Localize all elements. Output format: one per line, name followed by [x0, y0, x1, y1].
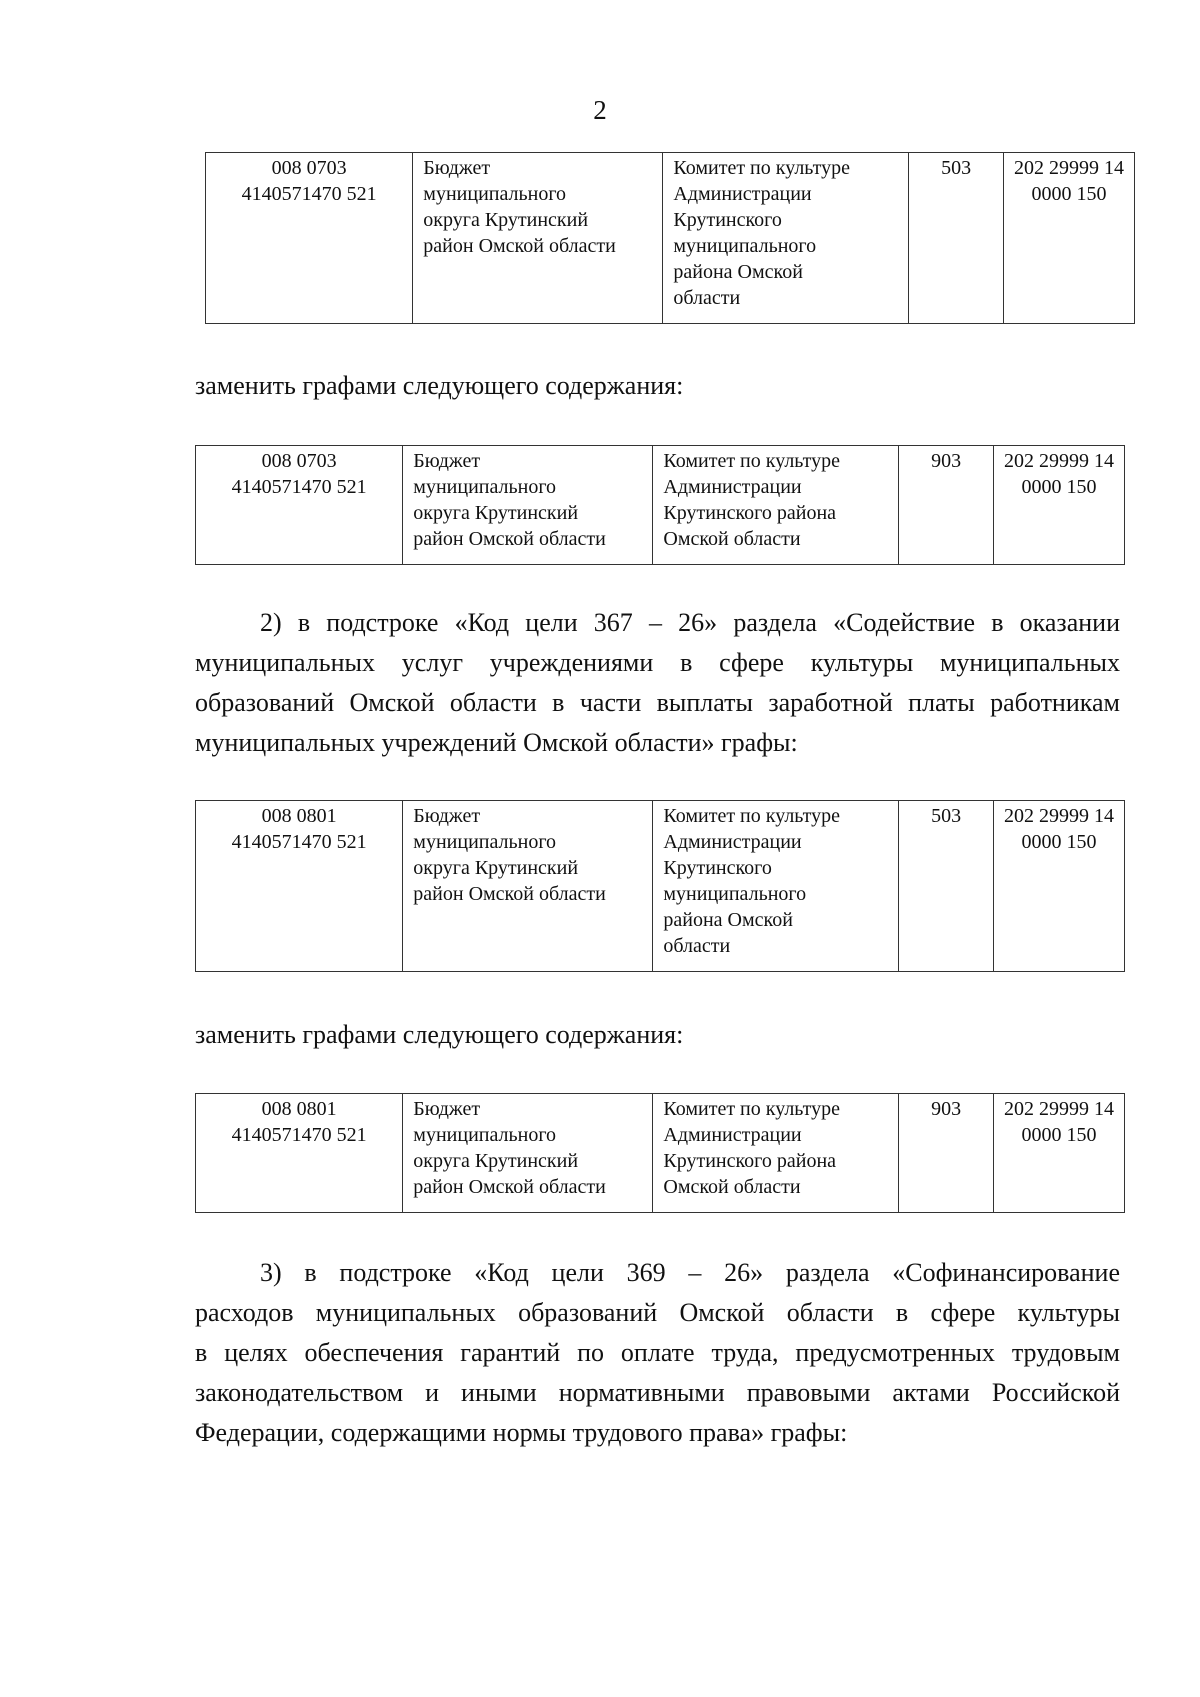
code-cell	[206, 153, 413, 324]
code-line: 008 0703	[271, 157, 347, 179]
paragraph-line: законодательством и иными нормативными правовыми актами Российской	[195, 1378, 1120, 1407]
table-row	[206, 153, 1135, 324]
budget-line: район Омской области	[413, 528, 606, 550]
replace-text-1: заменить графами следующего содержания:	[195, 371, 684, 400]
budget-line: округа Крутинский	[413, 857, 579, 879]
admin-line: Крутинского	[673, 209, 782, 231]
table-row	[196, 446, 1125, 565]
budget-line: Бюджет	[413, 805, 481, 827]
admin-line: области	[673, 287, 741, 309]
table-row	[196, 1094, 1125, 1213]
paragraph-line: расходов муниципальных образований Омской области в сфере культуры	[195, 1298, 1120, 1327]
admin-line: Омской области	[663, 1176, 801, 1198]
code-line: 4140571470 521	[231, 1124, 367, 1146]
budget-line: район Омской области	[413, 883, 606, 905]
admin-line: Комитет по культуре	[663, 450, 841, 472]
budget-cell	[403, 801, 653, 972]
num-cell: 903	[899, 446, 994, 565]
budget-table-2	[195, 445, 1125, 565]
paragraph-line: 3) в подстроке «Код цели 369 – 26» раздела «Софинансирование	[260, 1258, 1120, 1287]
code-cell	[196, 446, 403, 565]
budget-line: Бюджет	[413, 1098, 481, 1120]
admin-line: муниципального	[663, 883, 807, 905]
budget-line: округа Крутинский	[413, 502, 579, 524]
code-line: 008 0801	[261, 1098, 337, 1120]
budget-line: Бюджет	[423, 157, 491, 179]
budget-table-1	[205, 152, 1135, 324]
admin-cell	[663, 153, 909, 324]
code-cell	[196, 1094, 403, 1213]
code-line: 008 0801	[261, 805, 337, 827]
admin-line: Крутинского	[663, 857, 772, 879]
budget-cell	[403, 1094, 653, 1213]
table-row	[196, 801, 1125, 972]
admin-line: Администрации	[663, 476, 802, 498]
admin-line: Комитет по культуре	[663, 805, 841, 827]
budget-cell	[413, 153, 663, 324]
admin-cell	[653, 801, 899, 972]
budget-cell	[403, 446, 653, 565]
num-cell: 503	[899, 801, 994, 972]
kbk-line: 0000 150	[1031, 183, 1107, 205]
budget-table-3	[195, 800, 1125, 972]
kbk-cell	[994, 446, 1125, 565]
code-line: 4140571470 521	[231, 476, 367, 498]
admin-cell	[653, 1094, 899, 1213]
admin-line: Администрации	[663, 831, 802, 853]
budget-line: округа Крутинский	[423, 209, 589, 231]
page-number: 2	[593, 95, 607, 125]
admin-line: Омской области	[663, 528, 801, 550]
kbk-line: 202 29999 14	[1004, 805, 1114, 827]
kbk-line: 0000 150	[1021, 476, 1097, 498]
kbk-line: 202 29999 14	[1004, 450, 1114, 472]
budget-line: муниципального	[413, 1124, 557, 1146]
paragraph-line: Федерации, содержащими нормы трудового права» графы:	[195, 1418, 848, 1447]
num-cell: 503	[909, 153, 1004, 324]
budget-table-4	[195, 1093, 1125, 1213]
num-cell: 903	[899, 1094, 994, 1213]
paragraph-line: образований Омской области в части выплаты заработной платы работникам	[195, 688, 1120, 717]
budget-line: муниципального	[413, 476, 557, 498]
admin-line: района Омской	[663, 909, 793, 931]
admin-line: Администрации	[663, 1124, 802, 1146]
budget-line: муниципального	[413, 831, 557, 853]
admin-line: муниципального	[673, 235, 817, 257]
admin-cell	[653, 446, 899, 565]
paragraph-line: 2) в подстроке «Код цели 367 – 26» раздела «Содействие в оказании	[260, 608, 1120, 637]
kbk-line: 202 29999 14	[1004, 1098, 1114, 1120]
code-cell	[196, 801, 403, 972]
paragraph-2	[195, 603, 1120, 763]
budget-line: район Омской области	[423, 235, 616, 257]
budget-line: район Омской области	[413, 1176, 606, 1198]
admin-line: Комитет по культуре	[673, 157, 851, 179]
kbk-line: 0000 150	[1021, 831, 1097, 853]
code-line: 4140571470 521	[231, 831, 367, 853]
kbk-line: 0000 150	[1021, 1124, 1097, 1146]
admin-line: Комитет по культуре	[663, 1098, 841, 1120]
code-line: 008 0703	[261, 450, 337, 472]
budget-line: муниципального	[423, 183, 567, 205]
kbk-cell	[994, 801, 1125, 972]
budget-line: округа Крутинский	[413, 1150, 579, 1172]
admin-line: Крутинского района	[663, 502, 837, 524]
paragraph-3	[195, 1253, 1120, 1453]
code-line: 4140571470 521	[241, 183, 377, 205]
paragraph-line: муниципальных услуг учреждениями в сфере культуры муниципальных	[195, 648, 1120, 677]
kbk-line: 202 29999 14	[1014, 157, 1124, 179]
budget-line: Бюджет	[413, 450, 481, 472]
admin-line: Администрации	[673, 183, 812, 205]
kbk-cell	[1004, 153, 1135, 324]
admin-line: Крутинского района	[663, 1150, 837, 1172]
admin-line: области	[663, 935, 731, 957]
admin-line: района Омской	[673, 261, 803, 283]
kbk-cell	[994, 1094, 1125, 1213]
paragraph-line: в целях обеспечения гарантий по оплате труда, предусмотренных трудовым	[195, 1338, 1120, 1367]
paragraph-line: муниципальных учреждений Омской области» графы:	[195, 728, 798, 757]
replace-text-2: заменить графами следующего содержания:	[195, 1020, 684, 1049]
